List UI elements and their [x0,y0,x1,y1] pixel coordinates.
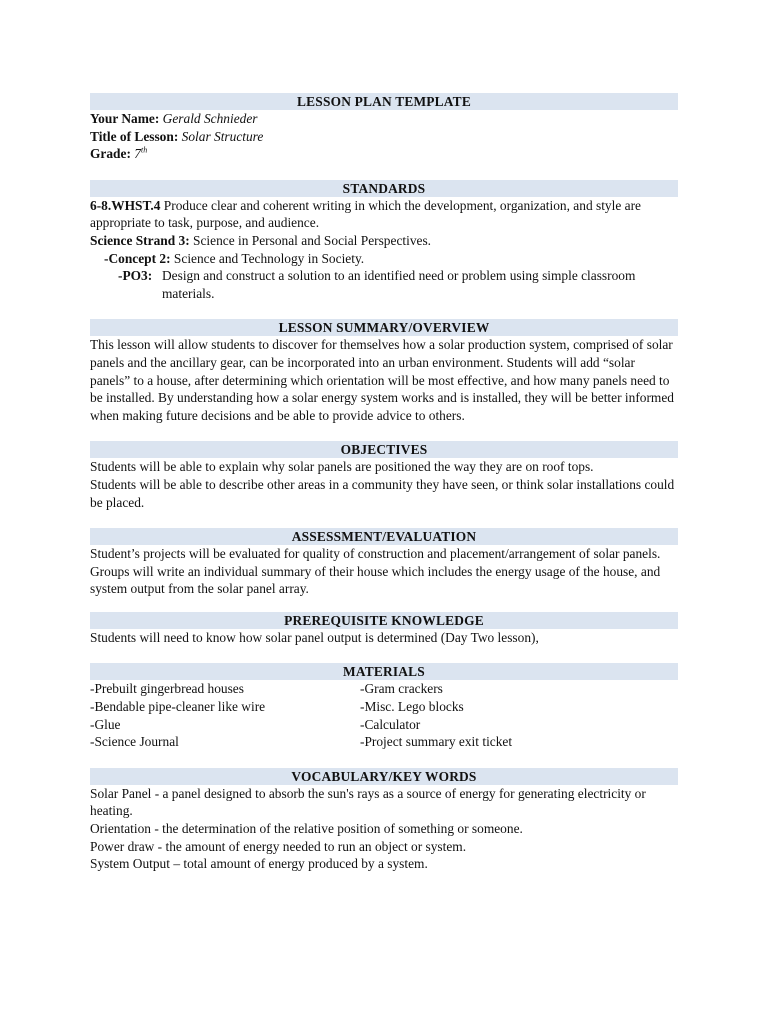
lesson-title-value: Solar Structure [181,128,264,144]
standards-heading: STANDARDS [90,180,678,197]
material-item: -Calculator [360,716,421,732]
assessment-text: Student’s projects will be evaluated for quality of construction and placement/arrangement of solar panels. Groups will write an individual summary of their house which includes the energy usage of the house, and system output from the solar panel array. [90,546,661,597]
material-item: -Misc. Lego blocks [360,699,464,715]
objectives-heading: OBJECTIVES [90,441,678,458]
summary-text: This lesson will allow students to discover for themselves how a solar production system, comprised of solar panels and the ancillary gear, can be incorporated into an urban environment. Students will add “solar panels” to a house, after determining which orientation will be most effective, and how many panels need to be installed. By understanding how a solar energy system works and is installed, they will be better informed when making future decisions and be able to provide advice to others. [90,337,674,423]
materials-column-right [360,680,678,750]
material-item: -Gram crackers [360,681,443,697]
objective-1: Students will be able to explain why solar panels are positioned the way they are on roof tops. [90,459,594,475]
vocabulary-item: Solar Panel - a panel designed to absorb the sun's rays as a source of energy for generating electricity or heating. [90,785,646,819]
materials-heading: MATERIALS [90,663,678,680]
grade-label: Grade: [90,146,131,162]
material-item: -Prebuilt gingerbread houses [90,681,244,697]
prerequisite-text: Students will need to know how solar panel output is determined (Day Two lesson), [90,629,539,645]
materials-column-left [90,680,360,750]
grade-value: 7 [134,146,141,162]
grade-line [90,145,678,163]
lesson-title-label: Title of Lesson: [90,128,179,144]
science-strand-label: Science Strand 3: [90,232,190,248]
po-line [90,267,678,302]
standard-code-text: Produce clear and coherent writing in which the development, organization, and style are appropriate to task, purpose, and audience. [90,197,641,231]
summary-heading: LESSON SUMMARY/OVERVIEW [90,319,678,336]
prerequisite-heading: PREREQUISITE KNOWLEDGE [90,612,678,629]
concept-text: Science and Technology in Society. [170,250,365,266]
material-item: -Bendable pipe-cleaner like wire [90,699,266,715]
science-strand-text: Science in Personal and Social Perspectives. [189,232,432,248]
po-text: Design and construct a solution to an identified need or problem using simple classroom materials. [162,268,636,301]
name-value: Gerald Schnieder [162,111,258,126]
grade-suffix: th [140,145,148,155]
vocabulary-heading: VOCABULARY/KEY WORDS [90,768,678,785]
lesson-title-line [90,128,678,146]
concept-line [90,250,678,268]
lesson-plan-content [90,93,678,873]
material-item: -Project summary exit ticket [360,734,513,750]
vocabulary-item: Power draw - the amount of energy needed to run an object or system. [90,838,467,854]
material-item: -Science Journal [90,734,179,750]
standard-code: 6-8.WHST.4 [90,197,161,213]
name-line [90,110,678,128]
lesson-plan-title: LESSON PLAN TEMPLATE [90,93,678,110]
objective-2: Students will be able to describe other areas in a community they have seen, or think solar installations could be placed. [90,476,675,510]
materials-list [90,680,678,750]
concept-label: -Concept 2: [104,250,171,266]
vocabulary-item: System Output – total amount of energy produced by a system. [90,856,428,872]
name-label: Your Name: [90,111,160,126]
po-label: -PO3: [118,268,153,284]
assessment-heading: ASSESSMENT/EVALUATION [90,528,678,545]
material-item: -Glue [90,716,121,732]
vocabulary-item: Orientation - the determination of the relative position of something or someone. [90,821,523,837]
science-strand-line [90,232,678,250]
standard-code-line [90,197,678,232]
